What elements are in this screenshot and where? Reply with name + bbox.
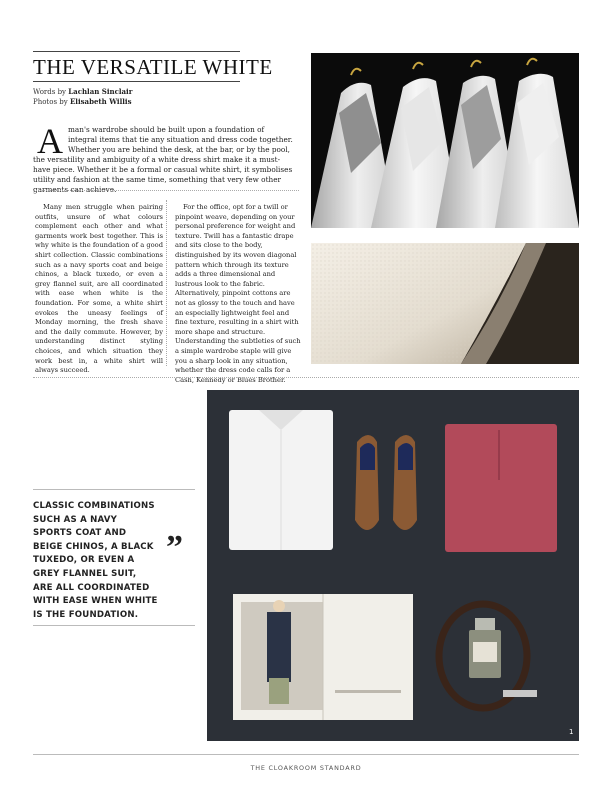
publication-footer: THE CLOAKROOM STANDARD (250, 764, 362, 772)
article-credits (33, 87, 132, 107)
pull-quote-rule-top (33, 489, 195, 490)
byline-name: Lachlan Sinclair (68, 87, 133, 96)
footer-rule (33, 754, 579, 755)
photo-credit-label: Photos by (33, 98, 70, 106)
photo-credit-name: Elisabeth Willis (69, 97, 132, 106)
flat-lay-illustration (207, 390, 579, 741)
body-column-2 (175, 203, 303, 385)
photo-shirts-on-hangers (311, 53, 579, 228)
lower-section-divider (33, 377, 579, 378)
section-divider (33, 190, 299, 191)
title-rule-top (33, 51, 240, 52)
byline-label: Words by (33, 88, 69, 96)
article-intro (33, 121, 295, 195)
photo-flat-lay (207, 390, 579, 741)
page-number: 1 (569, 728, 574, 736)
photo-credit (33, 97, 132, 107)
fabric-illustration (311, 243, 579, 364)
column-1-text: Many men struggle when pairing outfits, unsure of what colours complement each other and what garments work best together. This is why white is the foundation of a good shirt collection. Classic combinations such as a navy sports coat and beige chinos, a black tuxedo, or even a grey flannel suit, are all coordinated with ease when white is the foundation. For some, a white shirt evokes the uneasy feelings of Monday morning, the fresh shave and the daily commute. However, by understanding distinct styling choices, and which situation they work best in, a white shirt will always succeed. (35, 203, 163, 375)
pull-quote-rule-bottom (33, 625, 195, 626)
intro-text: man's wardrobe should be built upon a foundation of integral items that tie any situation and dress code together. Whether you are behind the desk, at the bar, or by the pool, the versatility and ambiguity of a white dress shirt make it a must-have piece. Whether it be a formal or casual white shirt, it symbolises utility and fashion at the same time, something that very few other garments can achieve. (33, 125, 293, 194)
column-divider (166, 200, 167, 366)
shirts-illustration (311, 53, 579, 228)
pull-quote: CLASSIC COMBINATIONS SUCH AS A NAVY SPORTS COAT AND BEIGE CHINOS, A BLACK TUXEDO, OR EVEN A GREY FLANNEL SUIT, ARE ALL COORDINATED WITH EASE WHEN WHITE IS THE FOUNDATION. (33, 501, 158, 620)
column-2-text: For the office, opt for a twill or pinpoint weave, depending on your personal preference for weight and texture. Twill has a fantastic drape and sits close to the body, distinguished by its woven diagonal pattern which through its texture adds a three dimensional and lustrous look to the fabric. Alternatively, pinpoint cottons are not as glossy to the touch and have an especially lightweight feel and fine texture, resulting in a shirt with more shape and structure. Understanding the subtleties of such a simple wardrobe staple will give you a sharp look in any situation, whether the dress code calls for a Cash, Kennedy or Blues Brother. (175, 203, 301, 384)
quote-mark-icon: ” (166, 529, 183, 566)
article-title: THE VERSATILE WHITE (33, 55, 273, 79)
body-column-1 (35, 203, 163, 376)
title-rule-bottom (33, 81, 240, 82)
photo-fabric-closeup (311, 243, 579, 364)
byline (33, 87, 132, 97)
drop-cap: A (37, 121, 63, 161)
